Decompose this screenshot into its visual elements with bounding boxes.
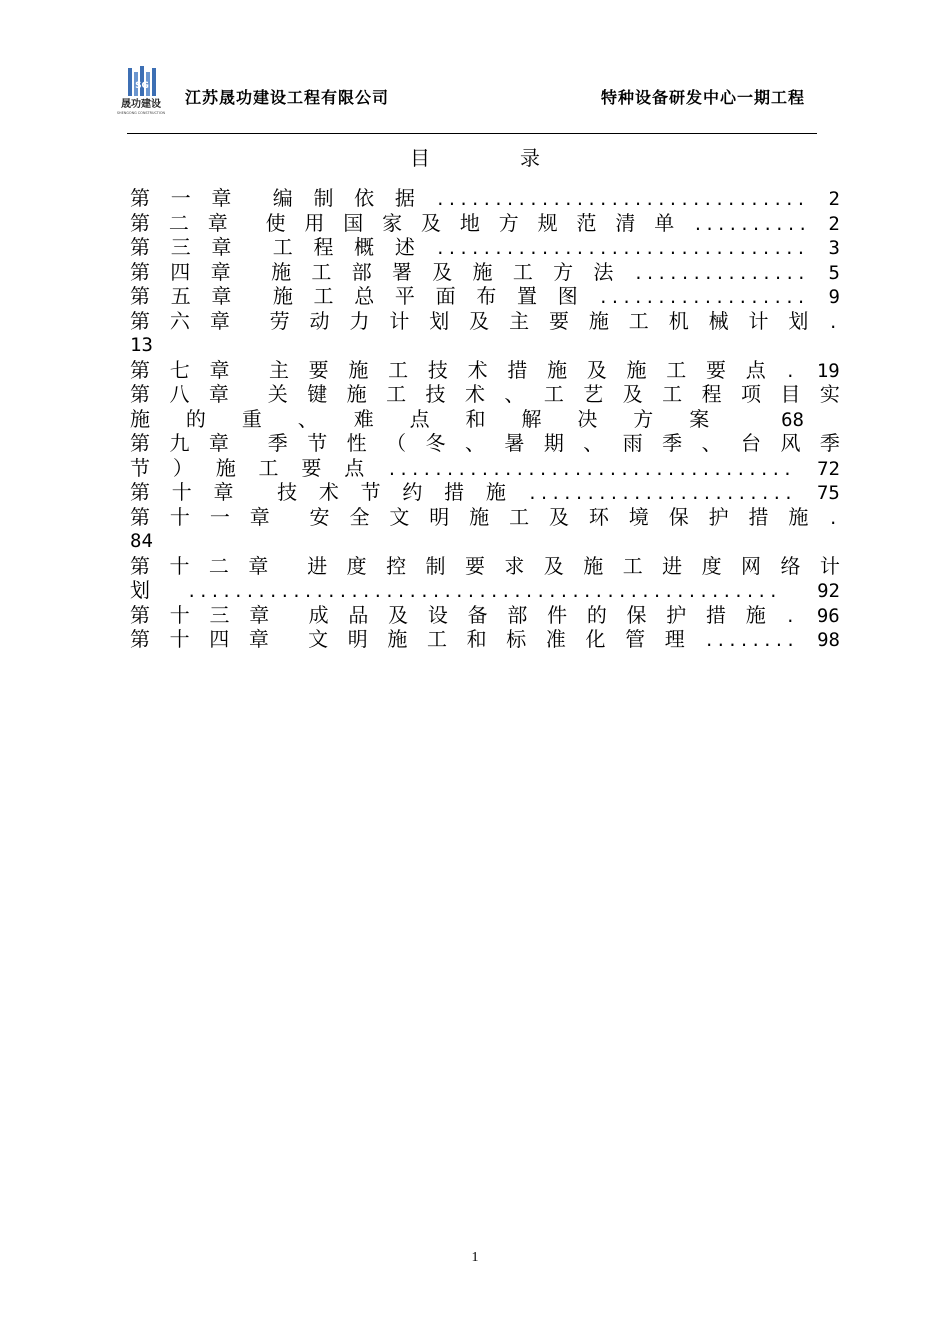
toc-token: 环 — [588, 504, 609, 529]
toc-token: 节 — [360, 480, 381, 504]
toc-token: 方 — [498, 210, 519, 235]
toc-token: 理 — [664, 627, 685, 651]
company-name: 江苏晟功建设工程有限公司 — [185, 88, 390, 107]
toc-token: 性 — [346, 431, 367, 455]
toc-token: 施 — [588, 308, 609, 333]
toc-token: 主 — [268, 357, 289, 382]
toc-token: 技 — [425, 382, 446, 406]
toc-token: 章 — [249, 602, 270, 627]
toc-token: 暑 — [504, 431, 525, 455]
toc-token: 规 — [537, 210, 558, 235]
toc-token: 施 — [745, 602, 766, 627]
toc-token: 术 — [318, 480, 339, 504]
toc-token: 四 — [170, 259, 191, 284]
toc-token: 台 — [741, 431, 761, 455]
toc-token: 季 — [662, 431, 683, 455]
toc-token: 备 — [467, 602, 488, 627]
toc-token: 、 — [583, 431, 604, 455]
toc-token: 一 — [170, 186, 191, 210]
toc-token: 六 — [169, 308, 190, 333]
toc-token: 十 — [171, 480, 192, 504]
toc-token: 七 — [169, 357, 190, 382]
toc-token: 艺 — [583, 382, 604, 406]
toc-token: 、 — [464, 431, 485, 455]
toc-leader-dots: .......... — [693, 214, 810, 234]
toc-entry-line — [130, 431, 840, 456]
toc-token: 八 — [169, 382, 190, 406]
logo-subtext: SHENGONG CONSTRUCTION — [116, 111, 166, 115]
toc-token: 络 — [780, 553, 801, 578]
toc-token: 图 — [557, 284, 578, 308]
toc-token: 项 — [741, 382, 761, 406]
toc-token: 划 — [429, 308, 450, 333]
toc-token: 施 — [387, 627, 408, 651]
toc-token: 保 — [626, 602, 647, 627]
toc-leader-dots: ................................... — [387, 459, 795, 479]
table-of-contents — [130, 186, 840, 652]
toc-token: 准 — [545, 627, 566, 651]
toc-page-ref: 3 — [828, 237, 840, 259]
toc-token: 施 — [626, 357, 647, 382]
toc-entry-line — [130, 235, 840, 260]
toc-page-ref: 75 — [816, 482, 840, 504]
toc-token: 期 — [543, 431, 564, 455]
toc-entry-line — [130, 529, 840, 554]
toc-token: 单 — [654, 210, 675, 235]
toc-page-ref: 5 — [828, 261, 840, 284]
toc-token: 季 — [819, 431, 840, 455]
toc-token: 第 — [130, 186, 150, 210]
toc-entry-line — [130, 407, 840, 432]
toc-entry-line — [130, 456, 840, 481]
toc-token: 节 — [130, 455, 150, 480]
toc-token: 标 — [506, 627, 527, 651]
toc-token: 动 — [309, 308, 330, 333]
toc-token: 控 — [386, 553, 407, 578]
header-divider — [127, 133, 817, 134]
toc-leader-dots: . — [828, 508, 840, 528]
toc-token: 工 — [313, 284, 334, 308]
toc-token: 平 — [394, 284, 415, 308]
toc-token: 度 — [346, 553, 367, 578]
toc-token: 章 — [211, 235, 232, 259]
toc-token: 部 — [351, 259, 372, 284]
toc-token: 术 — [467, 357, 488, 382]
toc-token: 措 — [748, 504, 769, 529]
toc-token: 成 — [308, 602, 329, 627]
toc-token: 及 — [432, 259, 453, 284]
toc-token: 章 — [213, 480, 234, 504]
toc-token: 施 — [485, 480, 506, 504]
toc-token: 术 — [464, 382, 485, 406]
toc-token: 国 — [343, 210, 364, 235]
toc-token: 械 — [708, 308, 729, 333]
toc-token: 境 — [628, 504, 649, 529]
toc-page-ref: 13 — [130, 334, 153, 356]
toc-token: 的 — [185, 406, 206, 431]
toc-token: 实 — [819, 382, 840, 406]
toc-token: 面 — [435, 284, 456, 308]
toc-token: 第 — [130, 357, 150, 382]
toc-token: 章 — [249, 504, 270, 529]
toc-token: 明 — [347, 627, 368, 651]
toc-leader-dots: ............... — [633, 263, 809, 283]
toc-token: 品 — [348, 602, 369, 627]
toc-entry-line — [130, 211, 840, 236]
toc-token: 工 — [622, 553, 643, 578]
toc-leader-dots: ................................ — [435, 239, 808, 258]
toc-token: 难 — [353, 406, 374, 431]
toc-title-char: 目 — [410, 146, 430, 170]
toc-token: 章 — [248, 627, 269, 651]
toc-token: 、 — [297, 406, 318, 431]
toc-token: 重 — [241, 406, 262, 431]
toc-token: 施 — [348, 357, 369, 382]
toc-token: 关 — [267, 382, 288, 406]
toc-token: 计 — [819, 553, 840, 578]
toc-token: 度 — [701, 553, 722, 578]
toc-entry-line — [130, 627, 840, 652]
toc-leader-dots: ........ — [704, 631, 798, 650]
toc-title-char: 录 — [520, 146, 540, 170]
toc-token: 、 — [504, 382, 525, 406]
toc-token: 施 — [271, 259, 292, 284]
toc-token: 案 — [689, 406, 710, 431]
toc-token: 施 — [472, 259, 493, 284]
toc-token: 要 — [464, 553, 485, 578]
toc-token: 力 — [349, 308, 370, 333]
toc-entry-line — [130, 382, 840, 407]
toc-token: 及 — [469, 308, 490, 333]
toc-token: 决 — [577, 406, 598, 431]
project-name: 特种设备研发中心一期工程 — [600, 88, 805, 107]
toc-token: 及 — [622, 382, 643, 406]
toc-token: 第 — [130, 382, 150, 406]
toc-title — [0, 142, 950, 171]
toc-page-ref: 84 — [130, 530, 153, 552]
toc-token: 范 — [576, 210, 597, 235]
toc-token: 工 — [662, 382, 683, 406]
toc-token: 全 — [349, 504, 370, 529]
toc-token: 述 — [394, 235, 415, 259]
toc-token: 第 — [130, 210, 150, 235]
toc-token: 章 — [207, 210, 228, 235]
toc-token: 解 — [521, 406, 542, 431]
toc-token: 件 — [547, 602, 568, 627]
toc-token: 进 — [307, 553, 328, 578]
toc-token: 第 — [130, 504, 150, 529]
toc-token: 清 — [615, 210, 636, 235]
toc-leader-dots: .................. — [598, 288, 808, 307]
toc-token: 置 — [517, 284, 538, 308]
toc-token: 施 — [130, 406, 150, 431]
toc-page-ref: 68 — [781, 408, 804, 431]
toc-token: 家 — [382, 210, 403, 235]
toc-token: 技 — [277, 480, 298, 504]
toc-token: 及 — [543, 553, 564, 578]
toc-token: 使 — [265, 210, 286, 235]
toc-token: 工 — [272, 235, 293, 259]
toc-token: 二 — [208, 553, 229, 578]
toc-token: 点 — [745, 357, 766, 382]
toc-token: 十 — [169, 602, 190, 627]
toc-token: 施 — [469, 504, 490, 529]
toc-token: 措 — [444, 480, 465, 504]
toc-token: 化 — [585, 627, 606, 651]
toc-token: 工 — [628, 308, 649, 333]
toc-token: 章 — [208, 431, 229, 455]
toc-token: 施 — [215, 455, 236, 480]
toc-entry-line — [130, 554, 840, 579]
toc-token: 第 — [130, 259, 150, 284]
toc-token: 施 — [788, 504, 809, 529]
toc-token: 方 — [633, 406, 654, 431]
toc-token: （ — [386, 431, 407, 455]
toc-token: 施 — [346, 382, 367, 406]
toc-token: 计 — [748, 308, 769, 333]
toc-token: 第 — [130, 284, 150, 308]
toc-token: 第 — [130, 308, 150, 333]
toc-token: 一 — [209, 504, 230, 529]
toc-token: 划 — [788, 308, 809, 333]
toc-token: 总 — [354, 284, 375, 308]
toc-token: 第 — [130, 627, 150, 651]
company-logo — [112, 66, 170, 116]
toc-token: 机 — [668, 308, 689, 333]
toc-token: 劳 — [269, 308, 290, 333]
toc-token: 章 — [209, 308, 230, 333]
toc-token: 程 — [313, 235, 334, 259]
toc-token: 和 — [466, 627, 487, 651]
toc-token: 要 — [706, 357, 727, 382]
toc-token: 明 — [429, 504, 450, 529]
toc-token: 第 — [130, 431, 150, 455]
toc-page-ref: 96 — [816, 604, 840, 627]
toc-token: 求 — [504, 553, 525, 578]
toc-entry-line — [130, 578, 840, 603]
toc-token: 技 — [427, 357, 448, 382]
toc-page-ref: 98 — [817, 629, 840, 651]
toc-leader-dots: ....................... — [527, 484, 796, 503]
toc-token: 计 — [389, 308, 410, 333]
toc-token: 方 — [553, 259, 574, 284]
toc-token: 进 — [662, 553, 683, 578]
toc-page-ref: 72 — [817, 457, 840, 480]
toc-token: 施 — [583, 553, 604, 578]
toc-token: 布 — [476, 284, 497, 308]
toc-entry-line — [130, 505, 840, 530]
logo-text: 晟功建设 — [121, 99, 161, 110]
toc-token: 工 — [388, 357, 409, 382]
toc-token: 施 — [272, 284, 293, 308]
toc-token: 第 — [130, 553, 150, 578]
toc-token: 管 — [625, 627, 646, 651]
toc-token: 署 — [391, 259, 412, 284]
toc-token: 措 — [706, 602, 727, 627]
toc-token: 要 — [308, 357, 329, 382]
toc-token: 风 — [780, 431, 801, 455]
toc-token: 约 — [402, 480, 423, 504]
toc-token: 第 — [130, 480, 150, 504]
toc-token: 章 — [211, 284, 232, 308]
toc-token: 护 — [666, 602, 687, 627]
toc-token: 和 — [465, 406, 486, 431]
toc-token: 节 — [307, 431, 328, 455]
toc-token: 护 — [708, 504, 729, 529]
toc-token: 部 — [507, 602, 528, 627]
toc-token: 章 — [248, 553, 269, 578]
toc-token: 工 — [258, 455, 279, 480]
toc-entry-line — [130, 284, 840, 309]
toc-token: 划 — [130, 578, 150, 602]
toc-token: 依 — [354, 186, 375, 210]
toc-entry-line — [130, 309, 840, 334]
toc-token: 章 — [211, 186, 232, 210]
toc-page-ref: 2 — [828, 212, 840, 235]
toc-leader-dots: . — [785, 361, 798, 381]
toc-token: 设 — [427, 602, 448, 627]
toc-token: 第 — [130, 235, 150, 259]
toc-token: 五 — [170, 284, 191, 308]
toc-token: 措 — [507, 357, 528, 382]
toc-token: 冬 — [425, 431, 446, 455]
toc-page-ref: 92 — [817, 580, 840, 602]
toc-token: 要 — [548, 308, 569, 333]
toc-entry-line — [130, 480, 840, 505]
toc-token: 地 — [459, 210, 480, 235]
toc-entry-line — [130, 333, 840, 358]
toc-token: 三 — [170, 235, 191, 259]
toc-token: 制 — [313, 186, 334, 210]
toc-token: 要 — [301, 455, 322, 480]
toc-token: 施 — [547, 357, 568, 382]
toc-token: ） — [172, 455, 193, 480]
toc-token: 工 — [512, 259, 533, 284]
toc-token: 章 — [210, 259, 231, 284]
toc-token: 及 — [548, 504, 569, 529]
toc-entry-line — [130, 603, 840, 628]
toc-token: 及 — [421, 210, 441, 235]
toc-token: 四 — [209, 627, 230, 651]
toc-token: 目 — [780, 382, 801, 406]
toc-token: 二 — [168, 210, 189, 235]
toc-token: 程 — [701, 382, 722, 406]
toc-token: 据 — [394, 186, 415, 210]
logo-mark: SG — [135, 81, 149, 91]
toc-token: 工 — [386, 382, 407, 406]
toc-token: 及 — [586, 357, 607, 382]
toc-page-ref: 19 — [816, 359, 840, 382]
toc-token: 雨 — [622, 431, 643, 455]
toc-leader-dots: . — [828, 312, 840, 332]
page-number: 1 — [471, 1250, 479, 1265]
toc-token: 的 — [586, 602, 607, 627]
toc-token: 点 — [409, 406, 430, 431]
toc-token: 文 — [389, 504, 410, 529]
toc-token: 季 — [267, 431, 288, 455]
toc-token: 安 — [309, 504, 330, 529]
toc-token: 主 — [509, 308, 530, 333]
toc-token: 工 — [427, 627, 447, 651]
toc-leader-dots: . — [785, 606, 798, 626]
toc-token: 用 — [304, 210, 325, 235]
toc-token: 法 — [593, 259, 614, 284]
toc-token: 及 — [388, 602, 409, 627]
toc-token: 十 — [169, 553, 190, 578]
toc-token: 键 — [307, 382, 328, 406]
toc-token: 工 — [509, 504, 530, 529]
toc-token: 文 — [308, 627, 329, 651]
toc-token: 第 — [130, 602, 150, 627]
toc-page-ref: 2 — [828, 188, 840, 210]
toc-token: 十 — [169, 504, 190, 529]
toc-token: 工 — [666, 357, 687, 382]
toc-entry-line — [130, 260, 840, 285]
toc-token: 三 — [209, 602, 230, 627]
toc-token: 点 — [344, 455, 365, 480]
toc-token: 章 — [208, 382, 229, 406]
toc-entry-line — [130, 186, 840, 211]
toc-token: 、 — [701, 431, 722, 455]
toc-entry-line — [130, 358, 840, 383]
toc-token: 保 — [668, 504, 689, 529]
toc-token: 概 — [354, 235, 375, 259]
toc-page-ref: 9 — [828, 286, 840, 308]
toc-token: 工 — [311, 259, 332, 284]
toc-token: 工 — [543, 382, 564, 406]
toc-leader-dots: ................................ — [435, 190, 808, 209]
toc-token: 网 — [741, 553, 761, 578]
toc-leader-dots: ................................................... — [186, 582, 781, 601]
toc-token: 章 — [209, 357, 230, 382]
toc-token: 九 — [169, 431, 190, 455]
toc-token: 十 — [169, 627, 190, 651]
toc-token: 编 — [272, 186, 293, 210]
toc-token: 制 — [425, 553, 446, 578]
